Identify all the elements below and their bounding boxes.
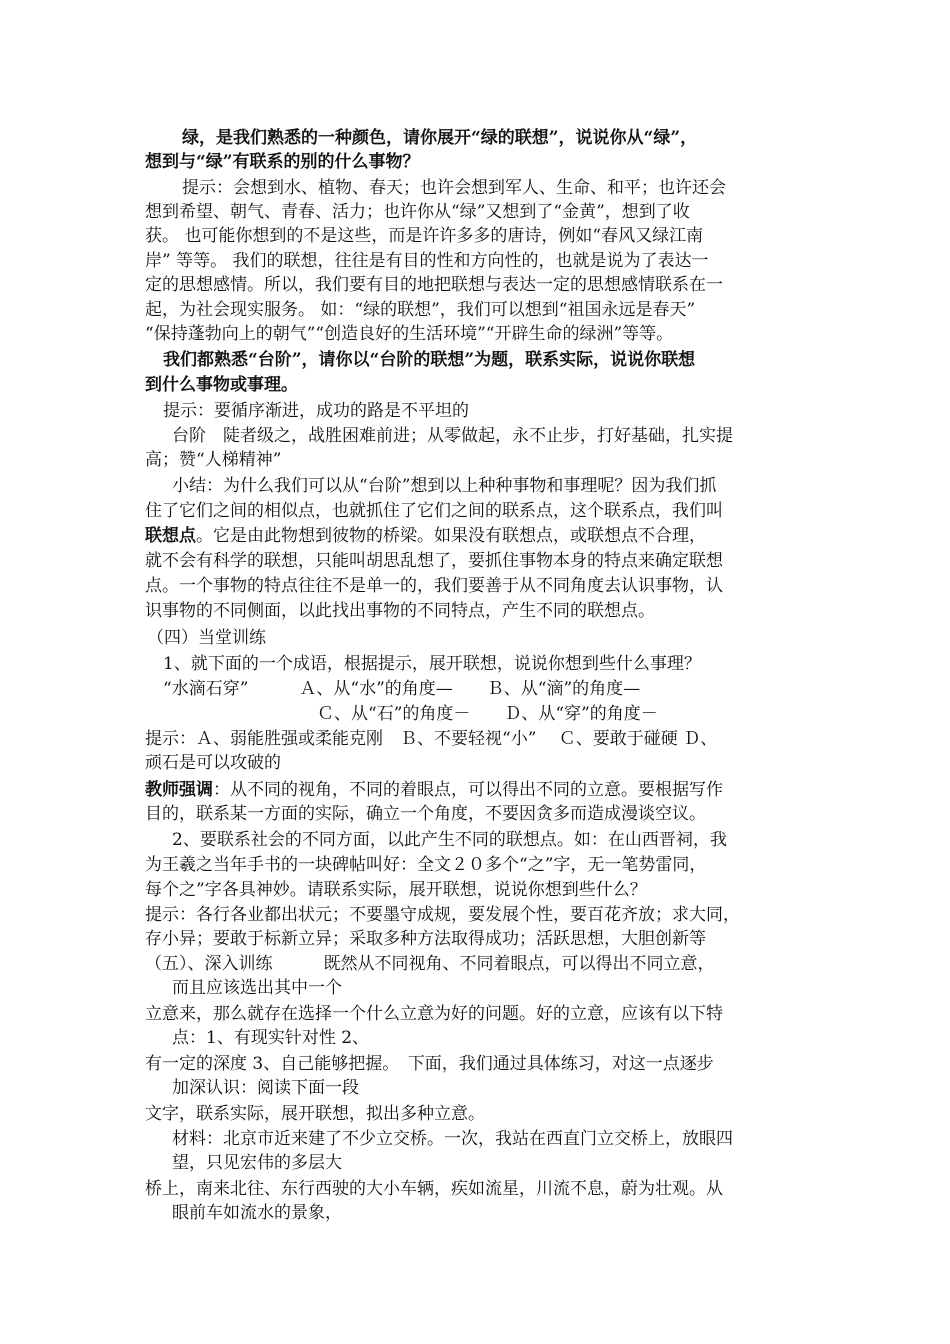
hint-green-line-1: 提示：会想到水、植物、春天；也许会想到军人、生命、和平；也许还会 [182, 178, 726, 198]
material-line-1: 材料：北京市近来建了不少立交桥。一次，我站在西直门立交桥上，放眼四 [172, 1129, 733, 1149]
exercise-2-line-3: 每个之”字各具神妙。请联系实际，展开联想，说说你想到些什么？ [145, 880, 647, 900]
exercise-1-hint-line-1: 提示：Ａ、弱能胜强或柔能克刚 Ｂ、不要轻视“小” Ｃ、要敢于碰硬 Ｄ、 [145, 729, 718, 749]
section-four-heading: （四）当堂训练 [147, 628, 266, 648]
exercise-2-hint-line-1: 提示：各行各业都出状元；不要墨守成规，要发展个性，要百花齐放；求大同， [145, 905, 740, 925]
material-line-4: 眼前车如流水的景象， [172, 1203, 342, 1223]
hint-green-line-6: 起，为社会现实服务。 如：“绿的联想”，我们可以想到“祖国永远是春天” [145, 300, 696, 320]
exercise-1-prompt: 1、就下面的一个成语，根据提示，展开联想，说说你想到些什么事理？ [163, 654, 701, 674]
hint-green-line-4: 岸” 等等。 我们的联想，往往是有目的性和方向性的，也就是说为了表达一 [145, 251, 709, 271]
teacher-emphasis-label: 教师强调 [145, 780, 213, 800]
question-steps-line-1: 我们都熟悉“台阶”，请你以“台阶的联想”为题，联系实际，说说你联想 [163, 350, 696, 370]
teacher-emphasis-text: ：从不同的视角，不同的着眼点，可以得出不同的立意。要根据写作 [213, 780, 723, 800]
summary-line-3-rest: 。它是由此物想到彼物的桥梁。如果没有联想点，或联想点不合理， [196, 526, 706, 546]
section-five-line-3: 立意来，那么就存在选择一个什么立意为好的问题。好的立意，应该有以下特 [145, 1004, 723, 1024]
section-five-line-1: （五）、深入训练 既然从不同视角、不同着眼点，可以得出不同立意， [145, 954, 715, 974]
section-five-line-2: 而且应该选出其中一个 [172, 978, 342, 998]
association-point-term: 联想点 [145, 526, 196, 546]
section-five-line-4: 点：1、有现实针对性 2、 [172, 1028, 370, 1048]
exercise-2-line-2: 为王羲之当年手书的一块碑帖叫好：全文２０多个“之”字，无一笔势雷同， [145, 855, 707, 875]
hint-green-line-3: 获。 也可能你想到的不是这些，而是许许多多的唐诗，例如“春风又绿江南 [145, 226, 704, 246]
summary-line-5: 点。一个事物的特点往往不是单一的，我们要善于从不同角度去认识事物，认 [145, 576, 723, 596]
section-five-line-7: 文字，联系实际，展开联想，拟出多种立意。 [145, 1104, 485, 1124]
material-line-2: 望，只见宏伟的多层大 [172, 1153, 342, 1173]
summary-line-4: 就不会有科学的联想，只能叫胡思乱想了，要抓住事物本身的特点来确定联想 [145, 551, 723, 571]
exercise-1-hint-line-2: 顽石是可以攻破的 [145, 753, 281, 773]
question-green-line-2: 想到与“绿”有联系的别的什么事物？ [145, 152, 420, 172]
exercise-1-options-cd: Ｃ、从“石”的角度－ Ｄ、从“穿”的角度－ [317, 704, 658, 724]
hint-green-line-7: “保持蓬勃向上的朝气”“创造良好的生活环境”“开辟生命的绿洲”等等。 [145, 324, 674, 344]
summary-line-6: 识事物的不同侧面，以此找出事物的不同特点，产生不同的联想点。 [145, 601, 655, 621]
section-five-line-5: 有一定的深度 3、自己能够把握。 下面，我们通过具体练习，对这一点逐步 [145, 1054, 714, 1074]
steps-line-2: 高；赞“人梯精神” [145, 450, 282, 470]
section-five-line-6: 加深认识：阅读下面一段 [172, 1078, 359, 1098]
summary-line-2: 住了它们之间的相似点，也就抓住了它们之间的联系点，这个联系点，我们叫 [145, 501, 723, 521]
summary-line-1: 小结：为什么我们可以从“台阶”想到以上种种事物和事理呢？因为我们抓 [172, 476, 717, 496]
summary-line-3 [145, 525, 706, 547]
hint-green-line-2: 想到希望、朝气、青春、活力；也许你从“绿”又想到了“金黄”，想到了收 [145, 202, 690, 222]
question-steps-line-2: 到什么事物或事理。 [145, 375, 298, 395]
hint-green-line-5: 定的思想感情。所以，我们要有目的地把联想与表达一定的思想感情联系在一 [145, 275, 723, 295]
exercise-2-line-1: 2、要联系社会的不同方面，以此产生不同的联想点。如：在山西晋祠，我 [172, 830, 727, 850]
steps-line-1: 台阶 陡者级之，战胜困难前进；从零做起，永不止步，打好基础，扎实提 [172, 426, 733, 446]
exercise-2-hint-line-2: 存小异；要敢于标新立异；采取多种方法取得成功；活跃思想，大胆创新等 [145, 929, 706, 949]
teacher-emphasis-line-2: 目的，联系某一方面的实际，确立一个角度，不要因贪多而造成漫谈空议。 [145, 804, 706, 824]
teacher-emphasis-line-1 [145, 779, 723, 801]
question-green-line-1: 绿，是我们熟悉的一种颜色，请你展开“绿的联想”，说说你从“绿”， [182, 128, 698, 148]
hint-steps-line: 提示：要循序渐进，成功的路是不平坦的 [163, 401, 469, 421]
exercise-1-options-ab: “水滴石穿” Ａ、从“水”的角度— Ｂ、从“滴”的角度— [163, 679, 641, 699]
material-line-3: 桥上，南来北往、东行西驶的大小车辆，疾如流星，川流不息，蔚为壮观。从 [145, 1179, 723, 1199]
